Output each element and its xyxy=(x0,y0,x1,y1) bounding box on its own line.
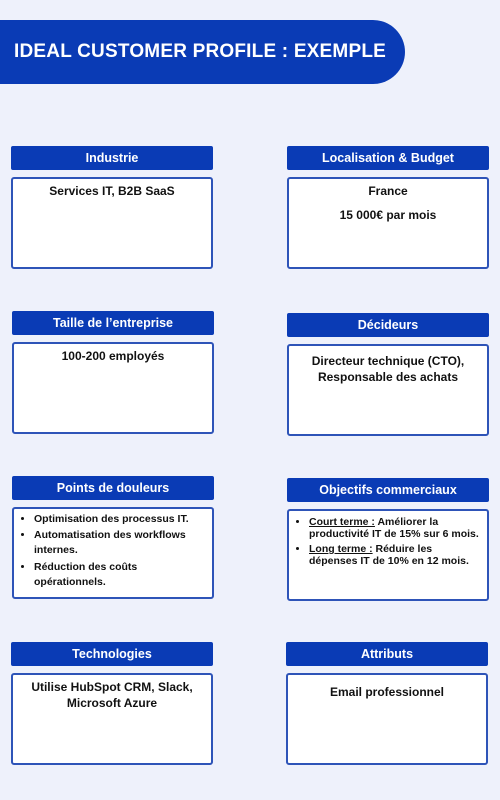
localisation-country: France xyxy=(368,184,408,198)
objectif-label: Long terme : xyxy=(309,543,373,556)
list-item: • Réduction des coûts opérationnels. xyxy=(34,560,208,590)
card-body-localisation xyxy=(287,177,489,269)
card-header-technologies: Technologies xyxy=(11,642,213,666)
card-header-objectifs: Objectifs commerciaux xyxy=(287,478,489,502)
card-industrie xyxy=(11,146,213,269)
objectif-text: Améliorer la productivité IT de 15% sur 6 mois. xyxy=(309,516,479,541)
objectifs-list xyxy=(293,516,483,567)
card-header-taille: Taille de l’entreprise xyxy=(12,311,214,335)
card-body-industrie xyxy=(11,177,213,269)
objectif-text: Réduire les dépenses IT de 10% en 12 mois. xyxy=(309,543,469,568)
title-banner xyxy=(0,20,405,84)
objectif-label: Court terme : xyxy=(309,516,375,528)
card-header-attributs: Attributs xyxy=(286,642,488,666)
list-item: • Optimisation des processus IT. xyxy=(34,512,208,527)
card-body-objectifs xyxy=(287,509,489,601)
localisation-budget: 15 000€ par mois xyxy=(339,207,437,222)
list-item xyxy=(309,543,483,567)
card-body-technologies xyxy=(11,673,213,765)
card-decideurs xyxy=(287,313,489,436)
attributs-text: Email professionnel xyxy=(329,685,445,699)
card-header-industrie: Industrie xyxy=(11,146,213,170)
card-header-douleurs: Points de douleurs xyxy=(12,476,214,500)
decideurs-text: Directeur technique (CTO), Responsable des achats xyxy=(311,354,465,384)
page-title: IDEAL CUSTOMER PROFILE : EXEMPLE xyxy=(14,41,387,62)
industrie-text: Services IT, B2B SaaS xyxy=(49,184,175,198)
card-taille xyxy=(12,311,214,434)
list-item xyxy=(309,516,483,540)
card-body-taille xyxy=(12,342,214,434)
card-objectifs xyxy=(287,478,489,601)
card-douleurs xyxy=(12,476,214,599)
card-body-douleurs xyxy=(12,507,214,599)
card-header-localisation: Localisation & Budget xyxy=(287,146,489,170)
douleurs-list xyxy=(18,512,208,590)
list-item: • Automatisation des workflows internes. xyxy=(34,528,208,558)
card-attributs xyxy=(286,642,488,765)
technologies-text: Utilise HubSpot CRM, Slack, Microsoft Azure xyxy=(31,680,193,710)
card-body-decideurs xyxy=(287,344,489,436)
taille-text: 100-200 employés xyxy=(61,349,165,363)
card-localisation xyxy=(287,146,489,269)
card-header-decideurs: Décideurs xyxy=(287,313,489,337)
card-body-attributs xyxy=(286,673,488,765)
card-technologies xyxy=(11,642,213,765)
